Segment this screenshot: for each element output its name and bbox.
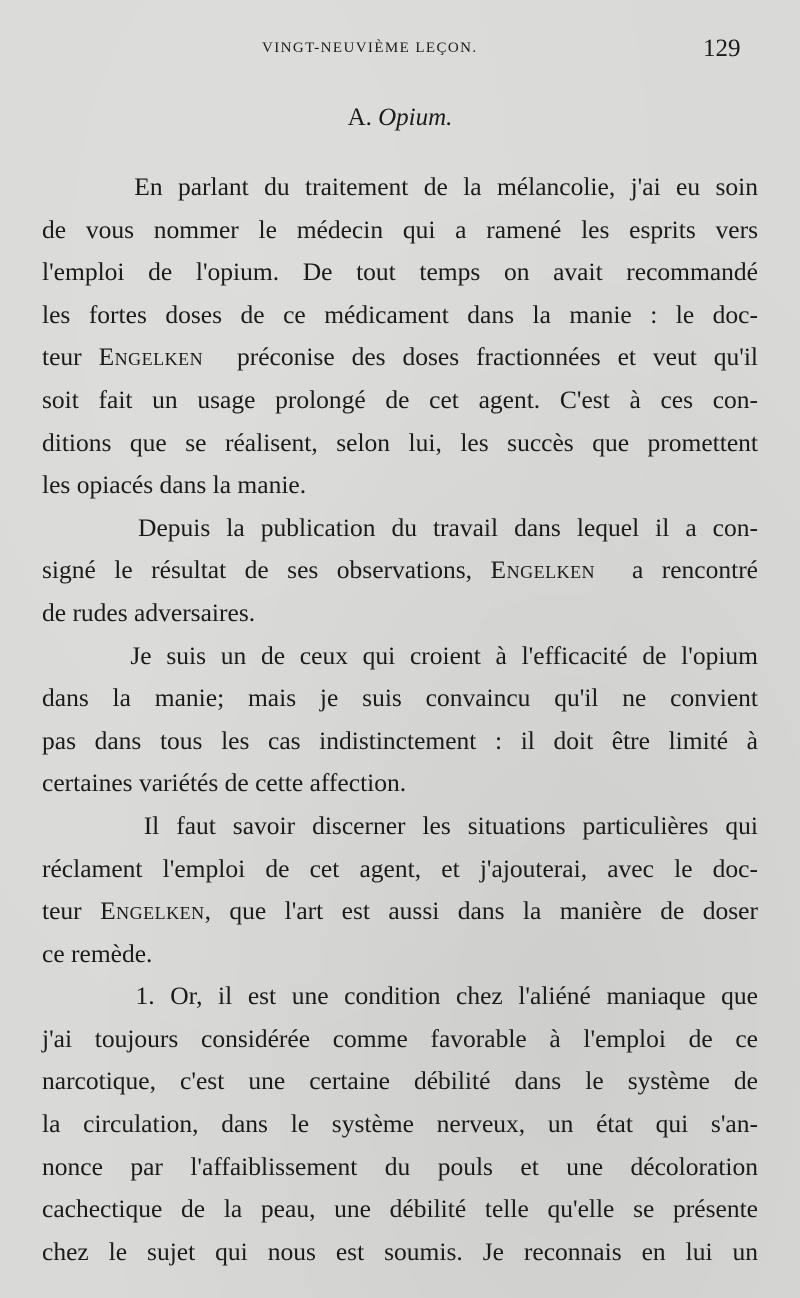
text-line — [42, 464, 758, 507]
text-run: Depuis la publication du travail dans lequel il a con- — [42, 512, 758, 542]
text-line — [42, 635, 758, 678]
text-line — [42, 209, 758, 252]
author-name: Engelken — [490, 555, 596, 585]
body-text — [42, 166, 758, 1273]
text-line — [42, 1018, 758, 1061]
text-line — [42, 848, 758, 891]
text-run: teur — [42, 896, 101, 926]
text-run: signé le résultat de ses observations, — [42, 555, 491, 585]
text-line — [42, 422, 758, 465]
text-run: cachectique de la peau, une débilité telle qu'elle se présente — [42, 1194, 758, 1224]
text-line — [42, 805, 758, 848]
text-line — [42, 677, 758, 720]
text-run: préconise des doses fractionnées et veut qu'il — [203, 342, 758, 372]
text-run: réclament l'emploi de cet agent, et j'ajouterai, avec le doc- — [42, 853, 758, 883]
text-run: dans la manie; mais je suis convaincu qu'il ne convient — [42, 683, 758, 713]
text-run: de vous nommer le médecin qui a ramené les esprits vers — [42, 214, 758, 244]
section-title-text: Opium. — [378, 104, 453, 131]
text-line — [42, 379, 758, 422]
text-line — [42, 1060, 758, 1103]
text-line — [42, 762, 758, 805]
section-letter: A. — [347, 104, 372, 131]
text-line — [42, 507, 758, 550]
text-line — [42, 890, 758, 933]
author-name: Engelken — [100, 896, 205, 926]
text-line — [42, 166, 758, 209]
text-run: Il faut savoir discerner les situations particulières qui — [42, 810, 758, 840]
text-run: pas dans tous les cas indistinctement : il doit être limité à — [42, 725, 758, 755]
running-head — [0, 36, 800, 66]
text-run: de rudes adversaires. — [42, 597, 256, 627]
text-run: 1. Or, il est une condition chez l'aliéné maniaque que — [42, 981, 758, 1011]
text-run: a rencontré — [595, 555, 759, 585]
text-line — [42, 1188, 758, 1231]
author-name: Engelken — [98, 342, 204, 372]
text-run: ce remède. — [42, 938, 153, 968]
text-run: nonce par l'affaiblissement du pouls et une décoloration — [42, 1151, 758, 1181]
text-line — [42, 294, 758, 337]
text-run: les opiacés dans la manie. — [42, 470, 307, 500]
text-run: narcotique, c'est une certaine débilité dans le système de — [42, 1066, 758, 1096]
text-run: j'ai toujours considérée comme favorable à l'emploi de ce — [42, 1023, 758, 1053]
text-run: la circulation, dans le système nerveux, un état qui s'an- — [42, 1109, 758, 1139]
page-number: 129 — [703, 35, 741, 62]
text-run: certaines variétés de cette affection. — [42, 768, 407, 798]
text-line — [42, 336, 758, 379]
text-run: soit fait un usage prolongé de cet agent. C'est à ces con- — [42, 384, 758, 414]
text-line — [42, 592, 758, 635]
text-line — [42, 933, 758, 976]
text-line — [42, 251, 758, 294]
text-line — [42, 549, 758, 592]
text-line — [42, 975, 758, 1018]
text-line — [42, 1146, 758, 1189]
text-line — [42, 1231, 758, 1274]
running-title: VINGT-NEUVIÈME LEÇON. — [262, 40, 478, 56]
text-run: chez le sujet qui nous est soumis. Je reconnais en lui un — [42, 1236, 758, 1266]
text-line — [42, 1103, 758, 1146]
text-line — [42, 720, 758, 763]
text-run: En parlant du traitement de la mélancolie, j'ai eu soin — [42, 172, 758, 201]
text-run: Je suis un de ceux qui croient à l'efficacité de l'opium — [42, 640, 758, 670]
text-run: ditions que se réalisent, selon lui, les succès que promettent — [42, 427, 758, 457]
text-run: teur — [42, 342, 99, 372]
text-run: les fortes doses de ce médicament dans la manie : le doc- — [42, 299, 758, 329]
text-run: , que l'art est aussi dans la manière de doser — [204, 896, 758, 926]
text-run: l'emploi de l'opium. De tout temps on avait recommandé — [42, 257, 758, 287]
section-title — [0, 104, 800, 132]
